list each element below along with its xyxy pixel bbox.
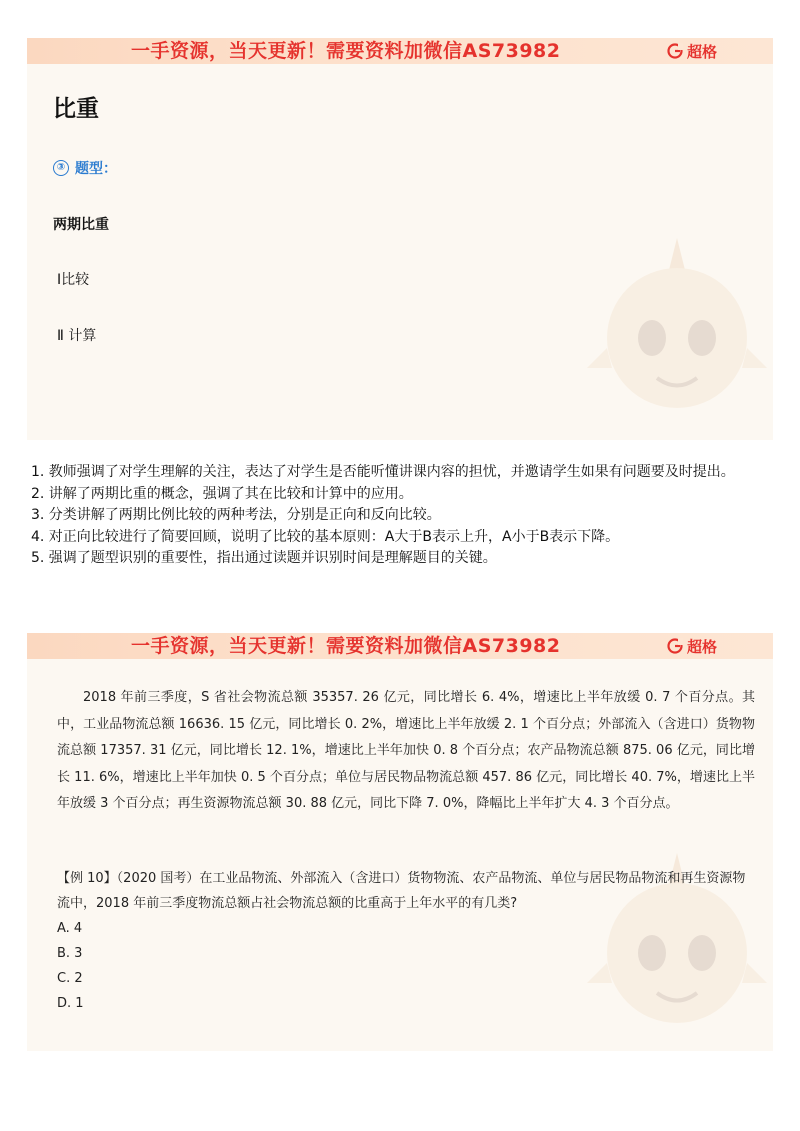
question-type-heading [53, 158, 117, 178]
option-b: B. 3 [57, 946, 83, 961]
brand-name: 超格 [687, 637, 718, 656]
option-c: C. 2 [57, 971, 83, 986]
slide-title: 比重 [53, 96, 99, 122]
lecture-notes [31, 462, 771, 570]
note-item: 1. 教师强调了对学生理解的关注，表达了对学生是否能听懂讲课内容的担忧，并邀请学生如果有问题要及时提出。 [31, 464, 735, 480]
brand-g-icon [667, 638, 683, 654]
banner-text: 一手资源，当天更新！需要资料加微信AS73982 [131, 40, 561, 62]
banner-text: 一手资源，当天更新！需要资料加微信AS73982 [131, 635, 561, 657]
item-calculate: Ⅱ 计算 [57, 328, 97, 344]
note-item: 3. 分类讲解了两期比例比较的两种考法，分别是正向和反向比较。 [31, 507, 441, 523]
unicorn-watermark-icon [587, 228, 767, 428]
option-a: A. 4 [57, 921, 83, 936]
slide-1 [27, 38, 773, 440]
option-d: D. 1 [57, 996, 84, 1011]
slide-2 [27, 633, 773, 1051]
question-text: 【例 10】（2020 国考）在工业品物流、外部流入（含进口）货物物流、农产品物流、单位与居民物品物流和再生资源物流中，2018 年前三季度物流总额占社会物流总额的比重高于上年水平的有几类? [57, 871, 746, 911]
brand-g-icon [667, 43, 683, 59]
note-item: 5. 强调了题型识别的重要性，指出通过读题并识别时间是理解题目的关键。 [31, 550, 497, 566]
item-compare: Ⅰ比较 [57, 272, 90, 288]
banner [27, 38, 773, 64]
subtitle: 两期比重 [53, 217, 109, 233]
note-item: 2. 讲解了两期比重的概念，强调了其在比较和计算中的应用。 [31, 485, 413, 502]
data-passage: 2018 年前三季度，S 省社会物流总额 35357. 26 亿元，同比增长 6. 4%，增速比上半年放缓 0. 7 个百分点。其中，工业品物流总额 16636. 15 亿元，同比增长 0. 2%，增速比上半年放缓 2. 1 个百分点；外部流入（含进口）货物物流总额 17357. 31 亿元，同比增长 12. 1%，增速比上半年加快 0. 8 个百分点；农产品物流总额 875. 06 亿元，同比增长 11. 6%，增速比上半年加快 0. 5 个百分点；单位与居民物品物流总额 457. 86 亿元，同比增长 40. 7%，增速比上半年放缓 3 个百分点；再生资源物流总额 30. 88 亿元，同比下降 7. 0%，降幅比上半年扩大 4. 3 个百分点。 [57, 690, 755, 811]
banner [27, 633, 773, 659]
brand-name: 超格 [687, 42, 718, 61]
circled-number-3: ③ [53, 160, 69, 176]
note-item: 4. 对正向比较进行了简要回顾，说明了比较的基本原则：A大于B表示上升，A小于B表示下降。 [31, 528, 620, 545]
question-type-label: 题型： [75, 161, 117, 177]
brand-logo [667, 633, 717, 659]
brand-logo [667, 38, 717, 64]
